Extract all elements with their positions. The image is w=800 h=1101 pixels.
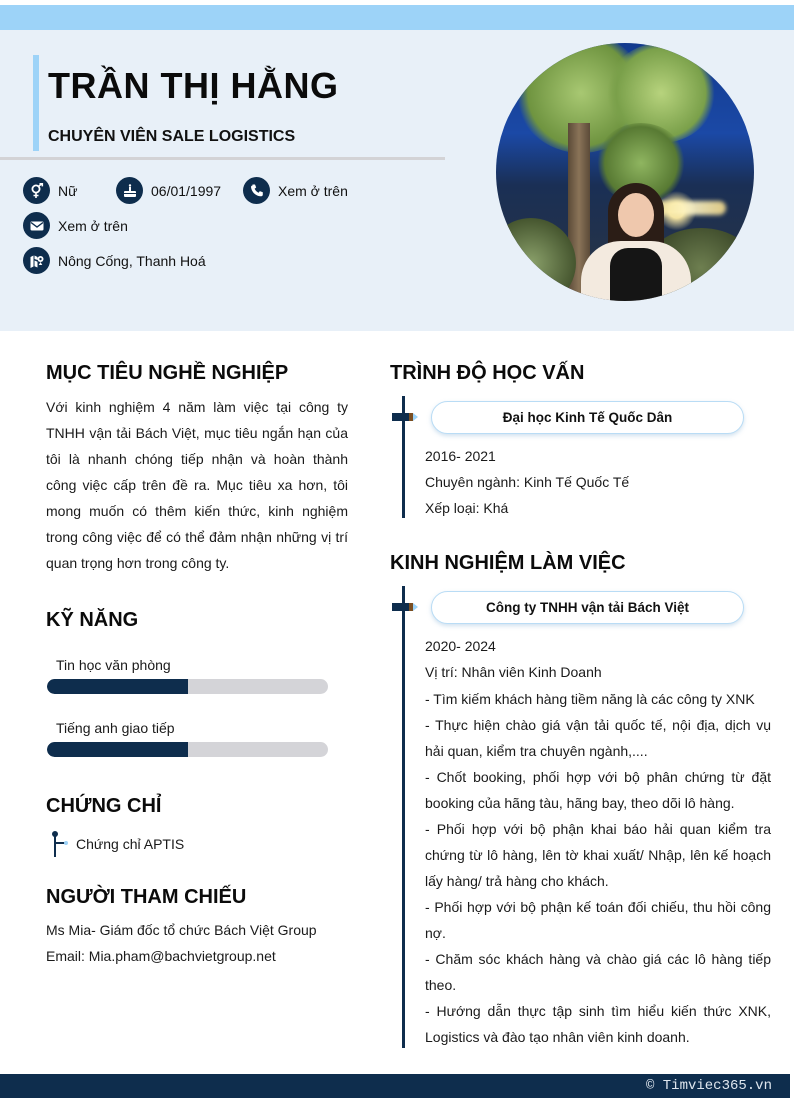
candidate-name: TRẦN THỊ HẰNG [48, 65, 339, 106]
job-title: CHUYÊN VIÊN SALE LOGISTICS [48, 128, 296, 145]
skill-label: Tiếng anh giao tiếp [56, 720, 175, 736]
skill-bar [47, 679, 328, 694]
top-accent-bar [0, 5, 794, 30]
footer-copyright[interactable]: © Timviec365.vn [645, 1078, 772, 1094]
contact-phone[interactable] [243, 177, 348, 204]
gender-icon [23, 177, 50, 204]
duty-item: - Phối hợp với bộ phận kế toán đối chiếu, thu hồi công nợ. [425, 898, 771, 941]
envelope-icon [23, 212, 50, 239]
timeline-line [402, 586, 405, 1048]
duty-item: - Chăm sóc khách hàng và chào giá các lô hàng tiếp theo. [425, 950, 771, 993]
section-heading: MỤC TIÊU NGHỀ NGHIỆP [46, 362, 289, 384]
skill-bar-fill [47, 742, 188, 757]
duty-item: - Tìm kiếm khách hàng tiềm năng là các công ty XNK [425, 690, 755, 707]
section-heading: NGƯỜI THAM CHIẾU [46, 886, 247, 908]
section-heading: KINH NGHIỆM LÀM VIỆC [390, 552, 626, 574]
skill-bar [47, 742, 328, 757]
education-major: Chuyên ngành: Kinh Tế Quốc Tế [425, 473, 630, 490]
skill-bar-fill [47, 679, 188, 694]
photo-city-lights [656, 201, 726, 215]
pencil-icon [392, 603, 418, 611]
company-name: Công ty TNHH vận tải Bách Việt [431, 591, 744, 624]
skills-section [46, 609, 348, 736]
duty-item: - Chốt booking, phối hợp với bộ phân chứng từ đặt booking của hãng tàu, hãng bay, theo dõi lô hàng. [425, 768, 771, 811]
address-value: Nông Cống, Thanh Hoá [58, 252, 206, 269]
experience-section [390, 552, 771, 1045]
profile-photo [496, 43, 754, 301]
timeline-marker-icon [52, 831, 74, 857]
photo-person-face [618, 193, 654, 237]
phone-icon [243, 177, 270, 204]
birthday-value: 06/01/1997 [151, 182, 222, 199]
reference-name: Ms Mia- Giám đốc tổ chức Bách Việt Group [46, 922, 317, 938]
school-name: Đại học Kinh Tế Quốc Dân [431, 401, 744, 434]
certificate-name: Chứng chỉ APTIS [76, 836, 185, 852]
contact-address [23, 247, 206, 274]
contact-email[interactable] [23, 212, 128, 239]
duty-item: - Phối hợp với bộ phận khai báo hải quan kiểm tra chứng từ lô hàng, lên tờ khai xuất/ Nhập, lên kế hoạch lấy hàng/ trả hàng cho khách. [425, 820, 771, 889]
education-grade: Xếp loại: Khá [425, 499, 509, 516]
section-heading: TRÌNH ĐỘ HỌC VẤN [390, 362, 585, 384]
duty-item: - Thực hiện chào giá vận tải quốc tế, nội địa, dịch vụ hải quan, kiểm tra chuyên ngành,.... [425, 716, 771, 759]
education-details [425, 444, 771, 521]
map-pin-icon [23, 247, 50, 274]
experience-position: Vị trí: Nhân viên Kinh Doanh [425, 663, 602, 680]
section-heading: KỸ NĂNG [46, 609, 139, 631]
duty-item: - Hướng dẫn thực tập sinh tìm hiểu kiến thức XNK, Logistics và đào tạo nhân viên kinh doanh. [425, 1002, 771, 1045]
education-period: 2016- 2021 [425, 448, 496, 464]
references-section [46, 886, 366, 969]
name-block [33, 55, 453, 151]
experience-period: 2020- 2024 [425, 638, 496, 654]
footer-bar [0, 1074, 790, 1098]
reference-email[interactable]: Email: Mia.pham@bachvietgroup.net [46, 948, 276, 964]
objective-text: Với kinh nghiệm 4 năm làm việc tại công ty TNHH vận tải Bách Việt, mục tiêu ngắn hạn của tôi là nhanh chóng tiếp nhận và hoàn thành công việc cấp trên đề ra. Mục tiêu xa hơn, tôi mong muốn có thêm kiến thức, kinh nghiệm trong công việc để có thể đảm nhận những vị trí quan trọng hơn trong công ty. [46, 399, 348, 571]
experience-details [425, 634, 771, 1050]
education-section [390, 362, 771, 516]
email-value: Xem ở trên [58, 217, 128, 234]
skill-label: Tin học văn phòng [56, 657, 171, 673]
gender-value: Nữ [58, 182, 78, 199]
photo-person-vest [610, 248, 662, 301]
phone-value: Xem ở trên [278, 182, 348, 199]
photo-bush [496, 218, 576, 301]
pencil-icon [392, 413, 418, 421]
certificate-item [52, 831, 184, 857]
section-heading: CHỨNG CHỈ [46, 795, 162, 817]
header-divider [0, 157, 445, 160]
objective-section [46, 362, 348, 576]
birthday-cake-icon [116, 177, 143, 204]
contact-birthday [116, 177, 221, 204]
contact-gender [23, 177, 77, 204]
certificates-section [46, 795, 348, 852]
